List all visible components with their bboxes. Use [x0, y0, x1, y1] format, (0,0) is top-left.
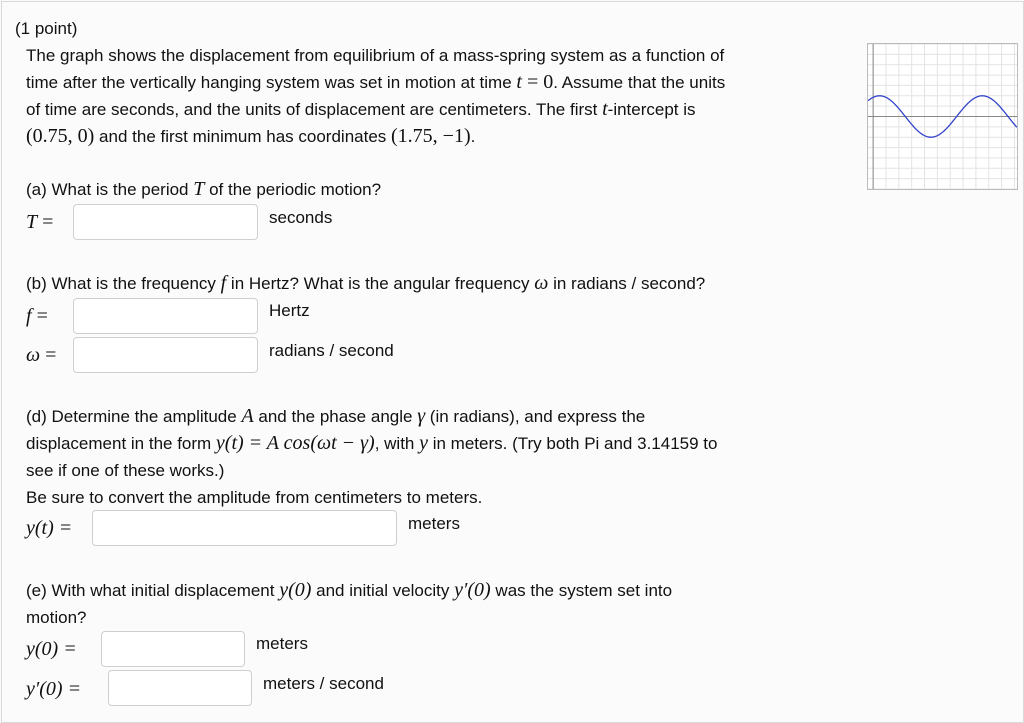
intro-line-2: time after the vertically hanging system was set in motion at time t = 0. Assume that the units: [26, 71, 726, 93]
angular-frequency-input[interactable]: [73, 337, 258, 373]
points-label: (1 point): [15, 19, 78, 38]
part-e-line-2: motion?: [26, 608, 87, 627]
graph-svg: [868, 44, 1017, 189]
intro-line-4: (0.75, 0) and the first minimum has coordinates (1.75, −1).: [26, 125, 476, 147]
initial-velocity-label: y′(0) =: [26, 678, 82, 700]
part-e-line-1: (e) With what initial displacement y(0) and initial velocity y′(0) was the system set into: [26, 579, 673, 601]
period-input[interactable]: [73, 204, 258, 240]
frequency-input[interactable]: [73, 298, 258, 334]
displacement-formula-label: y(t) =: [26, 517, 73, 539]
displacement-graph: [867, 43, 1018, 190]
period-unit: seconds: [269, 208, 333, 227]
problem-panel: [1, 1, 1024, 723]
part-a-question: (a) What is the period T of the periodic motion?: [26, 178, 382, 200]
part-b-question: (b) What is the frequency f in Hertz? What is the angular frequency ω in radians / second?: [26, 272, 706, 294]
initial-velocity-input[interactable]: [108, 670, 252, 706]
angular-frequency-label: ω =: [26, 344, 57, 366]
angular-frequency-unit: radians / second: [269, 341, 394, 360]
part-d-line-3: see if one of these works.): [26, 461, 225, 480]
displacement-formula-unit: meters: [408, 514, 460, 533]
part-d-line-4: Be sure to convert the amplitude from centimeters to meters.: [26, 488, 483, 507]
frequency-label: f =: [26, 305, 48, 327]
initial-displacement-input[interactable]: [101, 631, 245, 667]
part-d-line-2: displacement in the form y(t) = A cos(ωt − γ), with y in meters. (Try both Pi and 3.14159 to: [26, 432, 718, 454]
initial-displacement-unit: meters: [256, 634, 308, 653]
frequency-unit: Hertz: [269, 301, 310, 320]
intro-line-3: of time are seconds, and the units of displacement are centimeters. The first t-intercept is: [26, 98, 696, 120]
intro-line-1: The graph shows the displacement from equilibrium of a mass-spring system as a function of: [26, 46, 725, 65]
period-label: T =: [26, 211, 54, 233]
displacement-formula-input[interactable]: [92, 510, 397, 546]
initial-displacement-label: y(0) =: [26, 638, 77, 660]
part-d-line-1: (d) Determine the amplitude A and the phase angle γ (in radians), and express the: [26, 405, 646, 427]
initial-velocity-unit: meters / second: [263, 674, 384, 693]
